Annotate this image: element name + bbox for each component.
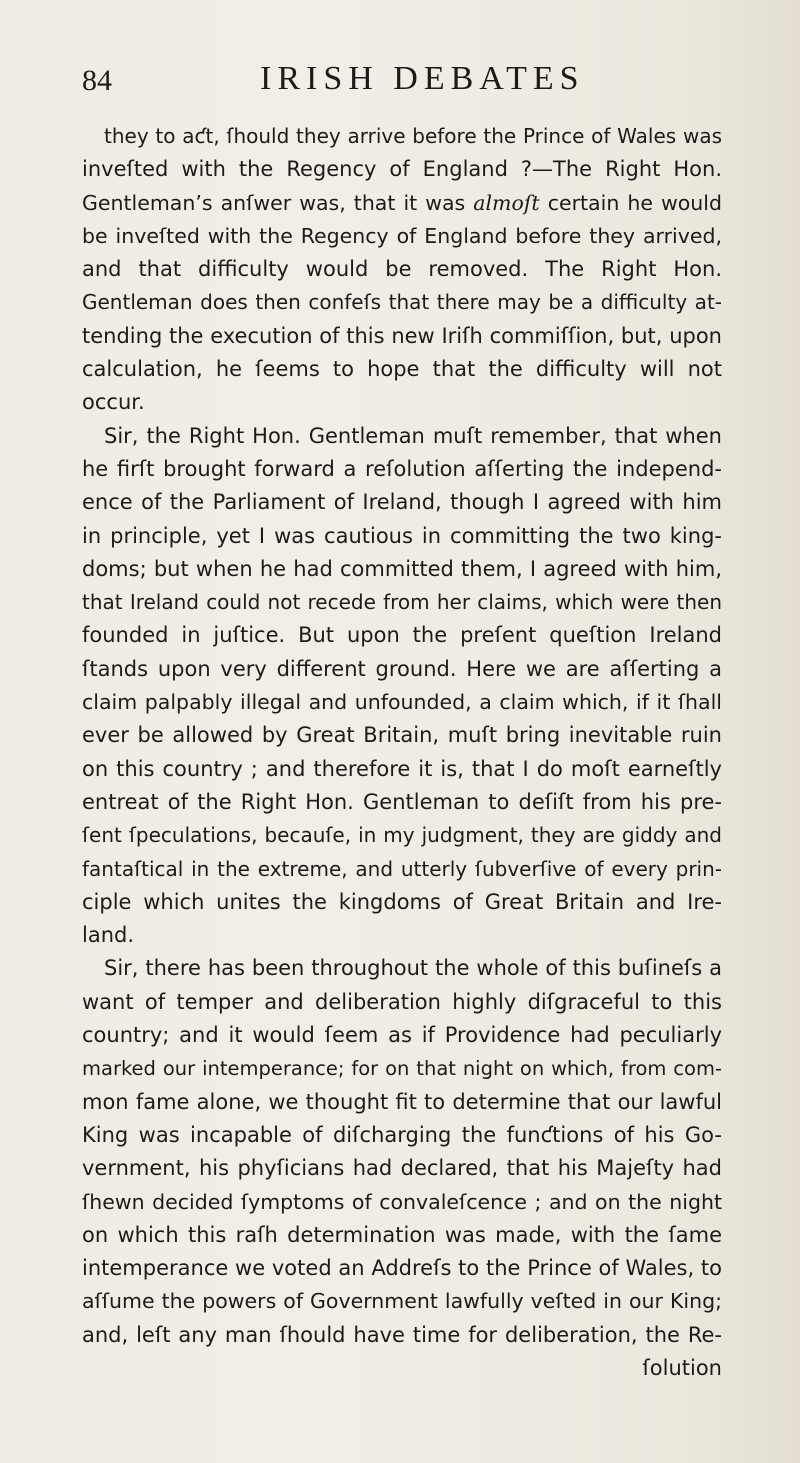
text-line: vernment, his phyſicians had declared, that his Majeſty had bbox=[82, 1156, 722, 1181]
text-line: claim palpably illegal and unfounded, a claim which, if it ſhall bbox=[82, 690, 722, 715]
text-line: ciple which unites the kingdoms of Great Britain and Ire- bbox=[82, 889, 722, 914]
text-line: ever be allowed by Great Britain, muſt bring inevitable ruin bbox=[82, 723, 722, 748]
page-number: 84 bbox=[82, 64, 112, 97]
text-line: inveſted with the Regency of England ?—The Right Hon. bbox=[82, 157, 722, 182]
text-line: ſhewn decided ſymptoms of convaleſcence ; and on the night bbox=[82, 1189, 722, 1214]
text-line: country; and it would ſeem as if Providence had peculiarly bbox=[82, 1023, 722, 1048]
text-line: and, leſt any man ſhould have time for deliberation, the Re- bbox=[82, 1322, 722, 1347]
text-line: King was incapable of diſcharging the funƈtions of his Go- bbox=[82, 1122, 722, 1147]
text-line: intemperance we voted an Addreſs to the Prince of Wales, to bbox=[82, 1256, 722, 1281]
text-line: Sir, there has been throughout the whole of this buſineſs a bbox=[104, 956, 722, 981]
text-line: aſſume the powers of Government lawfully veſted in our King; bbox=[82, 1289, 722, 1314]
text-line: entreat of the Right Hon. Gentleman to deſiſt from his pre- bbox=[82, 789, 722, 814]
text-line: they to aƈt, ſhould they arrive before the Prince of Wales was bbox=[104, 124, 722, 148]
text-line: be inveſted with the Regency of England before they arrived, bbox=[82, 223, 722, 248]
text-line: ſtands upon very different ground. Here we are aſſerting a bbox=[82, 656, 722, 681]
running-title: IRISH DEBATES bbox=[260, 60, 585, 97]
text-line: doms; but when he had committed them, I agreed with him, bbox=[82, 556, 722, 581]
text-line: Gentleman’s anſwer was, that it was almoſt certain he would bbox=[82, 190, 723, 215]
body-text bbox=[82, 120, 722, 1385]
text-line: in principle, yet I was cautious in committing the two king- bbox=[82, 523, 722, 548]
text-line: ſent ſpeculations, becauſe, in my judgment, they are giddy and bbox=[82, 823, 722, 848]
text-line: land. bbox=[82, 923, 135, 948]
text-line: he firſt brought forward a reſolution aſſerting the independ- bbox=[82, 456, 722, 481]
text-line: that Ireland could not recede from her claims, which were then bbox=[82, 590, 722, 615]
text-line: on this country ; and therefore it is, that I do moſt earneſtly bbox=[82, 756, 722, 781]
text-line: founded in juſtice. But upon the preſent queſtion Ireland bbox=[82, 623, 722, 648]
text-line: Gentleman does then confeſs that there may be a difficulty at- bbox=[82, 290, 722, 315]
text-line: ſolution bbox=[642, 1355, 722, 1380]
text-line: occur. bbox=[82, 390, 145, 415]
text-line: calculation, he ſeems to hope that the difficulty will not bbox=[82, 357, 722, 382]
text-line: ence of the Parliament of Ireland, though I agreed with him bbox=[82, 490, 722, 515]
text-line: want of temper and deliberation highly diſgraceful to this bbox=[82, 989, 722, 1014]
text-line: and that difficulty would be removed. The Right Hon. bbox=[82, 257, 722, 282]
text-line: fantaſtical in the extreme, and utterly ſubverſive of every prin- bbox=[82, 856, 722, 881]
text-line: tending the execution of this new Iriſh commiſſion, but, upon bbox=[82, 323, 722, 348]
text-line: on which this raſh determination was made, with the ſame bbox=[82, 1222, 722, 1247]
text-line: Sir, the Right Hon. Gentleman muſt remember, that when bbox=[104, 423, 722, 448]
running-head bbox=[82, 58, 722, 108]
text-line: mon fame alone, we thought fit to determine that our lawful bbox=[82, 1089, 722, 1114]
text-line: marked our intemperance; for on that night on which, from com- bbox=[82, 1057, 722, 1081]
